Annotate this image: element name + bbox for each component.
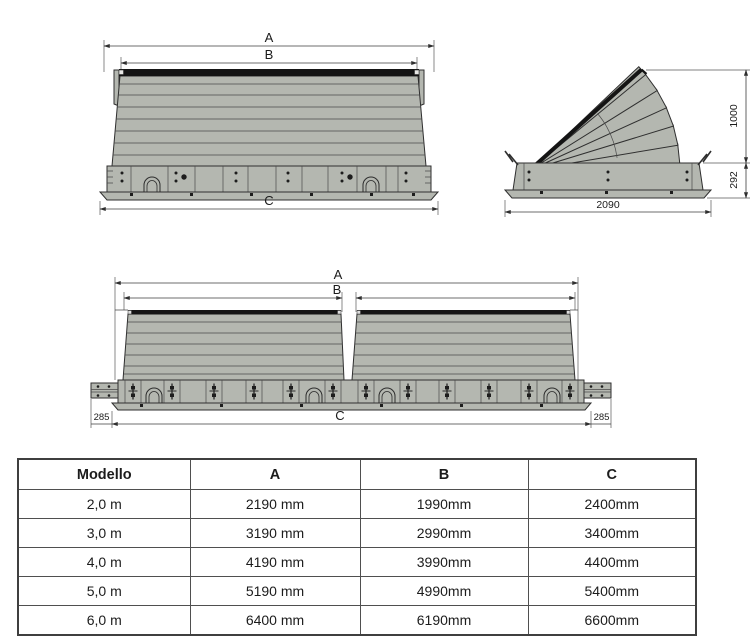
cell-model: 3,0 m [18, 519, 190, 548]
cell-b: 1990mm [360, 490, 528, 519]
cell-a: 6400 mm [190, 606, 360, 636]
double-dim-c-label: C [335, 408, 345, 423]
table-header-c: C [528, 459, 696, 490]
side-dim-2090-label: 2090 [596, 199, 620, 211]
front-dim-a-label: A [264, 30, 274, 45]
cell-a: 3190 mm [190, 519, 360, 548]
double-base-plate [112, 403, 591, 410]
double-dim-285-left-label: 285 [93, 412, 110, 423]
front-corner-bolt-right [415, 70, 420, 75]
side-dim-1000-label: 1000 [728, 104, 740, 128]
side-fan-slats [530, 67, 680, 170]
front-wedge-body [108, 69, 430, 166]
spec-table [17, 458, 697, 636]
table-row [18, 606, 696, 636]
cell-model: 6,0 m [18, 606, 190, 636]
cell-c: 6600mm [528, 606, 696, 636]
double-base [91, 380, 611, 410]
double-wedge-modules [115, 310, 580, 380]
double-module-right [352, 314, 575, 380]
cell-b: 2990mm [360, 519, 528, 548]
front-dim-b-label: B [264, 47, 274, 62]
double-connector-right [584, 383, 611, 398]
table-row [18, 490, 696, 519]
double-dim-b [124, 282, 575, 312]
cell-c: 5400mm [528, 577, 696, 606]
double-dim-b-label: B [332, 282, 342, 297]
front-dim-b [121, 47, 417, 72]
front-corner-bolt-left [119, 70, 124, 75]
double-module-left [123, 314, 344, 380]
cell-c: 3400mm [528, 519, 696, 548]
double-module-drawing [91, 267, 611, 428]
double-dim-285-right-label: 285 [593, 412, 610, 423]
cell-a: 4190 mm [190, 548, 360, 577]
table-header-row [18, 459, 696, 490]
front-dim-c-label: C [264, 193, 274, 208]
cell-b: 4990mm [360, 577, 528, 606]
table-row [18, 577, 696, 606]
cell-model: 4,0 m [18, 548, 190, 577]
cell-a: 2190 mm [190, 490, 360, 519]
front-view-drawing [100, 30, 438, 215]
cell-b: 3990mm [360, 548, 528, 577]
cell-model: 5,0 m [18, 577, 190, 606]
side-dim-width [505, 199, 711, 217]
cell-b: 6190mm [360, 606, 528, 636]
cell-c: 4400mm [528, 548, 696, 577]
double-connector-left [91, 383, 118, 398]
side-hook-left [505, 151, 518, 165]
double-dim-a-label: A [333, 267, 343, 282]
cell-c: 2400mm [528, 490, 696, 519]
table-header-modello: Modello [18, 459, 190, 490]
table-header-a: A [190, 459, 360, 490]
table-row [18, 519, 696, 548]
side-dim-292-label: 292 [728, 171, 740, 189]
table-header-b: B [360, 459, 528, 490]
front-top-strip [119, 69, 419, 76]
cell-model: 2,0 m [18, 490, 190, 519]
table-row [18, 548, 696, 577]
cell-a: 5190 mm [190, 577, 360, 606]
side-view-drawing [505, 67, 750, 217]
